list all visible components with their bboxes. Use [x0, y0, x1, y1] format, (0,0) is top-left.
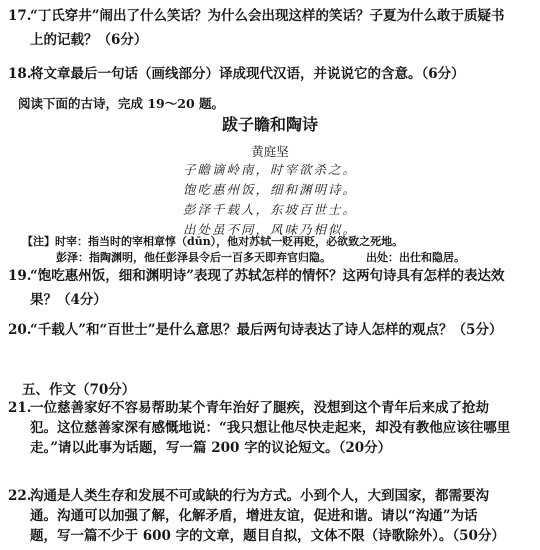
- poem-line: 出处虽不同，风味乃相似。: [182, 222, 357, 237]
- section-heading-composition: 五、作文（70分）: [22, 382, 136, 398]
- question-number: 18.: [8, 66, 32, 82]
- question-19: [8, 266, 505, 286]
- question-22: [8, 486, 489, 506]
- poem-author: 黄庭坚: [251, 144, 289, 159]
- question-text: “千载人”和“百世士”是什么意思？最后两句诗表达了诗人怎样的观点？（5分）: [30, 322, 503, 338]
- poem-line: 彭泽千载人，东坡百世士。: [182, 202, 357, 217]
- poem-title: 跋子瞻和陶诗: [221, 115, 318, 134]
- question-text: 沟通是人类生存和发展不可或缺的行为方式。小到个人，大到国家，都需要沟: [30, 488, 489, 504]
- question-number: 22.: [8, 488, 32, 504]
- poem-reading-instructions: 阅读下面的古诗，完成 19～20 题。: [18, 96, 224, 111]
- question-text: 将文章最后一句话（画线部分）译成现代汉语，并说说它的含意。（6分）: [30, 66, 465, 82]
- question-18: [8, 64, 465, 84]
- question-21-continuation: 犯。这位慈善家深有感慨地说：“我只想让他尽快走起来，却没有教他应该往哪里: [30, 420, 511, 436]
- question-text: 一位慈善家好不容易帮助某个青年治好了腿疾，没想到这个青年后来成了抢劫: [30, 400, 489, 416]
- question-17-continuation: 上的记载？（6分）: [30, 32, 148, 48]
- question-17: [8, 6, 505, 26]
- poem-note-2b: 出处：出仕和隐居。: [366, 251, 465, 264]
- poem-line: 子瞻谪岭南，时宰欲杀之。: [182, 162, 357, 177]
- question-number: 17.: [8, 8, 32, 24]
- question-20: [8, 320, 502, 340]
- question-number: 20.: [8, 322, 32, 338]
- question-text: “丁氏穿井”闹出了什么笑话？为什么会出现这样的笑话？子夏为什么敢于质疑书: [30, 8, 505, 24]
- question-21: [8, 398, 489, 418]
- question-22-continuation: 题，写一篇不少于 600 字的文章，题目自拟，文体不限（诗歌除外）。（50分）: [30, 528, 505, 544]
- question-number: 21.: [8, 400, 32, 416]
- question-21-continuation: 走。”请以此事为话题，写一篇 200 字的议论短文。（20分）: [30, 440, 392, 456]
- question-22-continuation: 通。沟通可以加强了解，化解矛盾，增进友谊，促进和谐。请以“沟通”为话: [30, 508, 478, 524]
- poem-line: 饱吃惠州饭，细和渊明诗。: [182, 182, 357, 197]
- question-number: 19.: [8, 268, 32, 284]
- question-text: “饱吃惠州饭，细和渊明诗”表现了苏轼怎样的情怀？这两句诗具有怎样的表达效: [30, 268, 505, 284]
- poem-note-2a: 彭泽：指陶渊明，他任彭泽县令后一百多天即弃官归隐。: [56, 251, 331, 264]
- poem-note-1: 【注】时宰：指当时的宰相章惇（dūn），他对苏轼一贬再贬，必欲致之死地。: [22, 235, 404, 248]
- question-19-continuation: 果？（4分）: [30, 292, 107, 308]
